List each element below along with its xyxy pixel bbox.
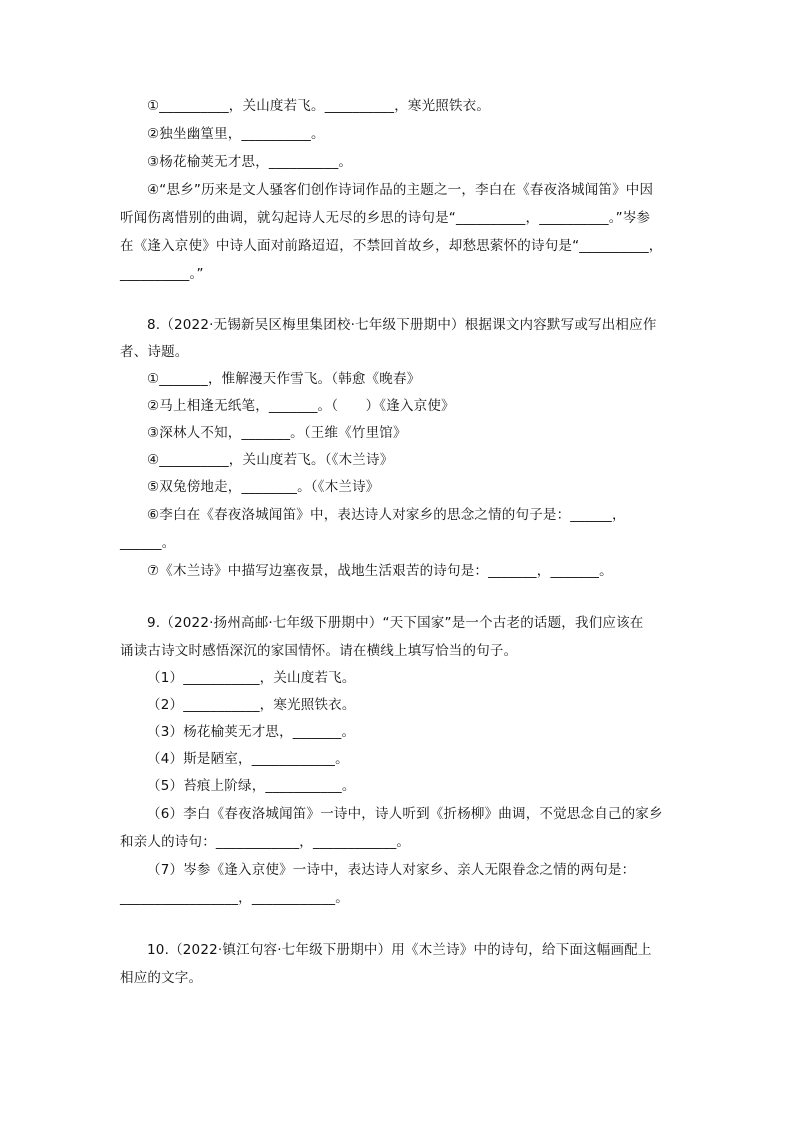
q9-item1-line: （1）___________，关山度若飞。 (147, 670, 356, 686)
q7-item2-line: ②独坐幽篁里，__________。 (147, 126, 325, 142)
q10-header-line-1: 10.（2022·镇江句容·七年级下册期中）用《木兰诗》中的诗句，给下面这幅画配上 (147, 942, 652, 958)
q9-item7-line-1: （7）岑参《逢入京使》一诗中，表达诗人对家乡、亲人无限眷念之情的两句是： (147, 862, 636, 878)
q8-item4-line: ④__________，关山度若飞。（《木兰诗》 (147, 452, 394, 468)
q7-item3-line: ③杨花榆荚无才思，__________。 (147, 154, 353, 170)
q9-item5-line: （5）苔痕上阶绿，___________。 (147, 778, 356, 794)
q8-item6-line-1: ⑥李白在《春夜洛城闻笛》中，表达诗人对家乡的思念之情的句子是：______， (147, 507, 626, 523)
q8-item2-line: ②马上相逢无纸笔，_______。（ ）《逢入京使》 (147, 398, 455, 414)
q9-item4-line: （4）斯是陋室，____________。 (147, 751, 349, 767)
q8-item6-line-2: ______。 (120, 535, 176, 551)
q8-header-line-1: 8.（2022·无锡新吴区梅里集团校·七年级下册期中）根据课文内容默写或写出相应作 (147, 317, 657, 333)
q7-item4-line-2: 听闻伤离惜别的曲调，就勾起诗人无尽的乡思的诗句是“__________，__________。”岑参 (120, 210, 651, 226)
q9-item6-line-1: （6）李白《春夜洛城闻笛》一诗中，诗人听到《折杨柳》曲调，不觉思念自己的家乡 (147, 806, 663, 822)
q9-header-line-1: 9.（2022·扬州高邮·七年级下册期中）“天下国家”是一个古老的话题，我们应该在 (147, 615, 644, 631)
q7-item1-line: ①__________，关山度若飞。__________，寒光照铁衣。 (147, 98, 491, 114)
q9-item2-line: （2）___________，寒光照铁衣。 (147, 697, 356, 713)
q8-item1-line: ①_______，惟解漫天作雪飞。（韩愈《晚春》 (147, 371, 421, 387)
q10-header-line-2: 相应的文字。 (120, 970, 203, 986)
q9-item3-line: （3）杨花榆荚无才思，_______。 (147, 724, 356, 740)
q7-item4-line-4: __________。” (120, 266, 204, 282)
q7-item4-line-1: ④“思乡”历来是文人骚客们创作诗词作品的主题之一，李白在《春夜洛城闻笛》中因 (147, 182, 654, 198)
q8-item7-line: ⑦《木兰诗》中描写边塞夜景，战地生活艰苦的诗句是：_______，_______。 (147, 563, 613, 579)
q8-item3-line: ③深林人不知，_______。（王维《竹里馆》 (147, 425, 407, 441)
q9-header-line-2: 诵读古诗文时感悟深沉的家国情怀。请在横线上填写恰当的句子。 (120, 643, 518, 659)
q9-item7-line-2: _________________，____________。 (120, 890, 349, 906)
q9-item6-line-2: 和亲人的诗句：____________，____________。 (120, 834, 411, 850)
q7-item4-line-3: 在《逢入京使》中诗人面对前路迢迢，不禁回首故乡，却愁思萦怀的诗句是“__________， (120, 238, 663, 254)
q8-header-line-2: 者、诗题。 (120, 344, 189, 360)
q8-item5-line: ⑤双兔傍地走，________。（《木兰诗》 (147, 479, 380, 495)
